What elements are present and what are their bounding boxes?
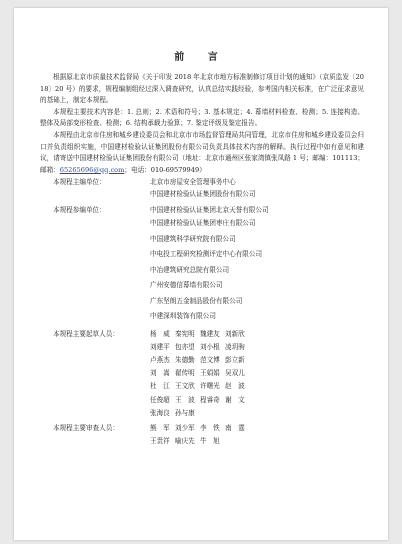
email-link[interactable]: 65265696@qq.com (59, 165, 125, 174)
person-name: 刘新欣 (225, 329, 245, 338)
chief-editor-label: 本规程主编单位： (53, 178, 106, 187)
document-page (14, 8, 388, 540)
participant-unit: 中建深圳装饰有限公司 (150, 312, 216, 321)
chief-editor-unit: 北京市房屋安全管理事务中心 (150, 178, 236, 187)
person-name: 翟传明 (175, 369, 195, 378)
person-name: 谢 文 (225, 395, 245, 404)
drafters-names (150, 328, 364, 420)
person-name: 牛 旭 (200, 437, 220, 446)
person-name: 程睿奇 (200, 395, 220, 404)
paragraph-contents: 本规程主要技术内容是：1. 总则；2. 术语和符号；3. 基本规定；4. 幕墙材料检查、检测；5. 连接构造、整体及局部变形检查、检测；6. 结构承载力验算；7. 鉴定评级及鉴定报告。 (40, 107, 364, 128)
chief-editor-row (40, 177, 364, 189)
person-name: 魏建友 (200, 329, 220, 338)
person-name: 杜 江 (150, 382, 170, 391)
page-title: 前 言 (174, 52, 228, 63)
person-name: 杨 威 (150, 329, 170, 338)
person-name: 凌玥驹 (225, 342, 245, 351)
chief-editor-unit: 中国建材检验认证集团股份有限公司 (150, 189, 256, 198)
person-name: 王 波 (175, 395, 195, 404)
reviewers-label: 本规程主要审查人员： (53, 424, 119, 433)
participant-unit: 广州安德信幕墙有限公司 (150, 281, 223, 290)
participant-unit: 中电投工程研究检测评定中心有限公司 (150, 250, 263, 259)
paragraph-basis: 根据原北京市质量技术监督局《关于印发 2018 年北京市地方标准制修订项目计划的通知》（京质监发〔2018〕20 号）的要求，规程编制组经过深入调查研究，认真总结实践经验，参考国内相关标准，在广泛征求意见的基础上，制定本规程。 (40, 73, 364, 105)
person-name: 张海良 (150, 408, 170, 417)
person-name: 彭立新 (225, 356, 245, 365)
person-name: 熊 军 (150, 424, 170, 433)
participant-unit: 中国建材检验认证集团枣庄有限公司 (150, 219, 256, 228)
drafters-row (40, 328, 364, 420)
paragraph-management (40, 130, 364, 176)
person-name: 喻庆先 (175, 437, 195, 446)
reviewers-names (150, 422, 364, 448)
person-name: 刘建平 (150, 342, 170, 351)
person-name: 南 霆 (225, 424, 245, 433)
person-name: 刘 嵩 (150, 369, 170, 378)
participant-unit: 广东坚朗五金制品股份有限公司 (150, 296, 243, 305)
participant-label: 本规程参编单位： (53, 205, 106, 214)
person-name: 许曙光 (200, 382, 220, 391)
person-name: 王文欣 (175, 382, 195, 391)
person-name: 李 铁 (200, 424, 220, 433)
reviewers-row (40, 422, 364, 448)
person-name: 范文博 (200, 356, 220, 365)
participant-row (40, 205, 364, 217)
person-name: 包亦望 (175, 342, 195, 351)
page-body (40, 54, 364, 448)
drafters-label: 本规程主要起草人员： (53, 329, 119, 338)
person-name: 王娟娟 (200, 369, 220, 378)
management-text: 本规程由北京市住房和城乡建设委员会和北京市市场监督管理局共同管理，北京市住房和城乡建设委员会归口并负责组织实施，中国建材检验认证集团股份有限公司负责具体技术内容的解释。执行过程中如有意见和建议，请寄送中国建材检验认证集团股份有限公司（地址：北京市通州区张家湾镇张凤路 1 号；邮编：101113；邮箱： (40, 130, 364, 174)
person-name: 孙与康 (175, 408, 195, 417)
participant-unit: 中冶建筑研究总院有限公司 (150, 265, 230, 274)
person-name: 秦宪明 (175, 329, 195, 338)
participant-unit: 中国建筑科学研究院有限公司 (150, 234, 236, 243)
person-name: 赵 波 (225, 382, 245, 391)
person-name: 任俊超 (150, 395, 170, 404)
person-name: 卢燕杰 (150, 356, 170, 365)
person-name: 刘小根 (200, 342, 220, 351)
phone-text: ；电话：010-69579949） (124, 165, 206, 174)
person-name: 王贵祥 (150, 437, 170, 446)
person-name: 朱德勤 (175, 356, 195, 365)
participant-unit: 中国建材检验认证集团北京天誉有限公司 (150, 205, 269, 214)
person-name: 刘少军 (175, 424, 195, 433)
person-name: 吴双儿 (225, 369, 245, 378)
